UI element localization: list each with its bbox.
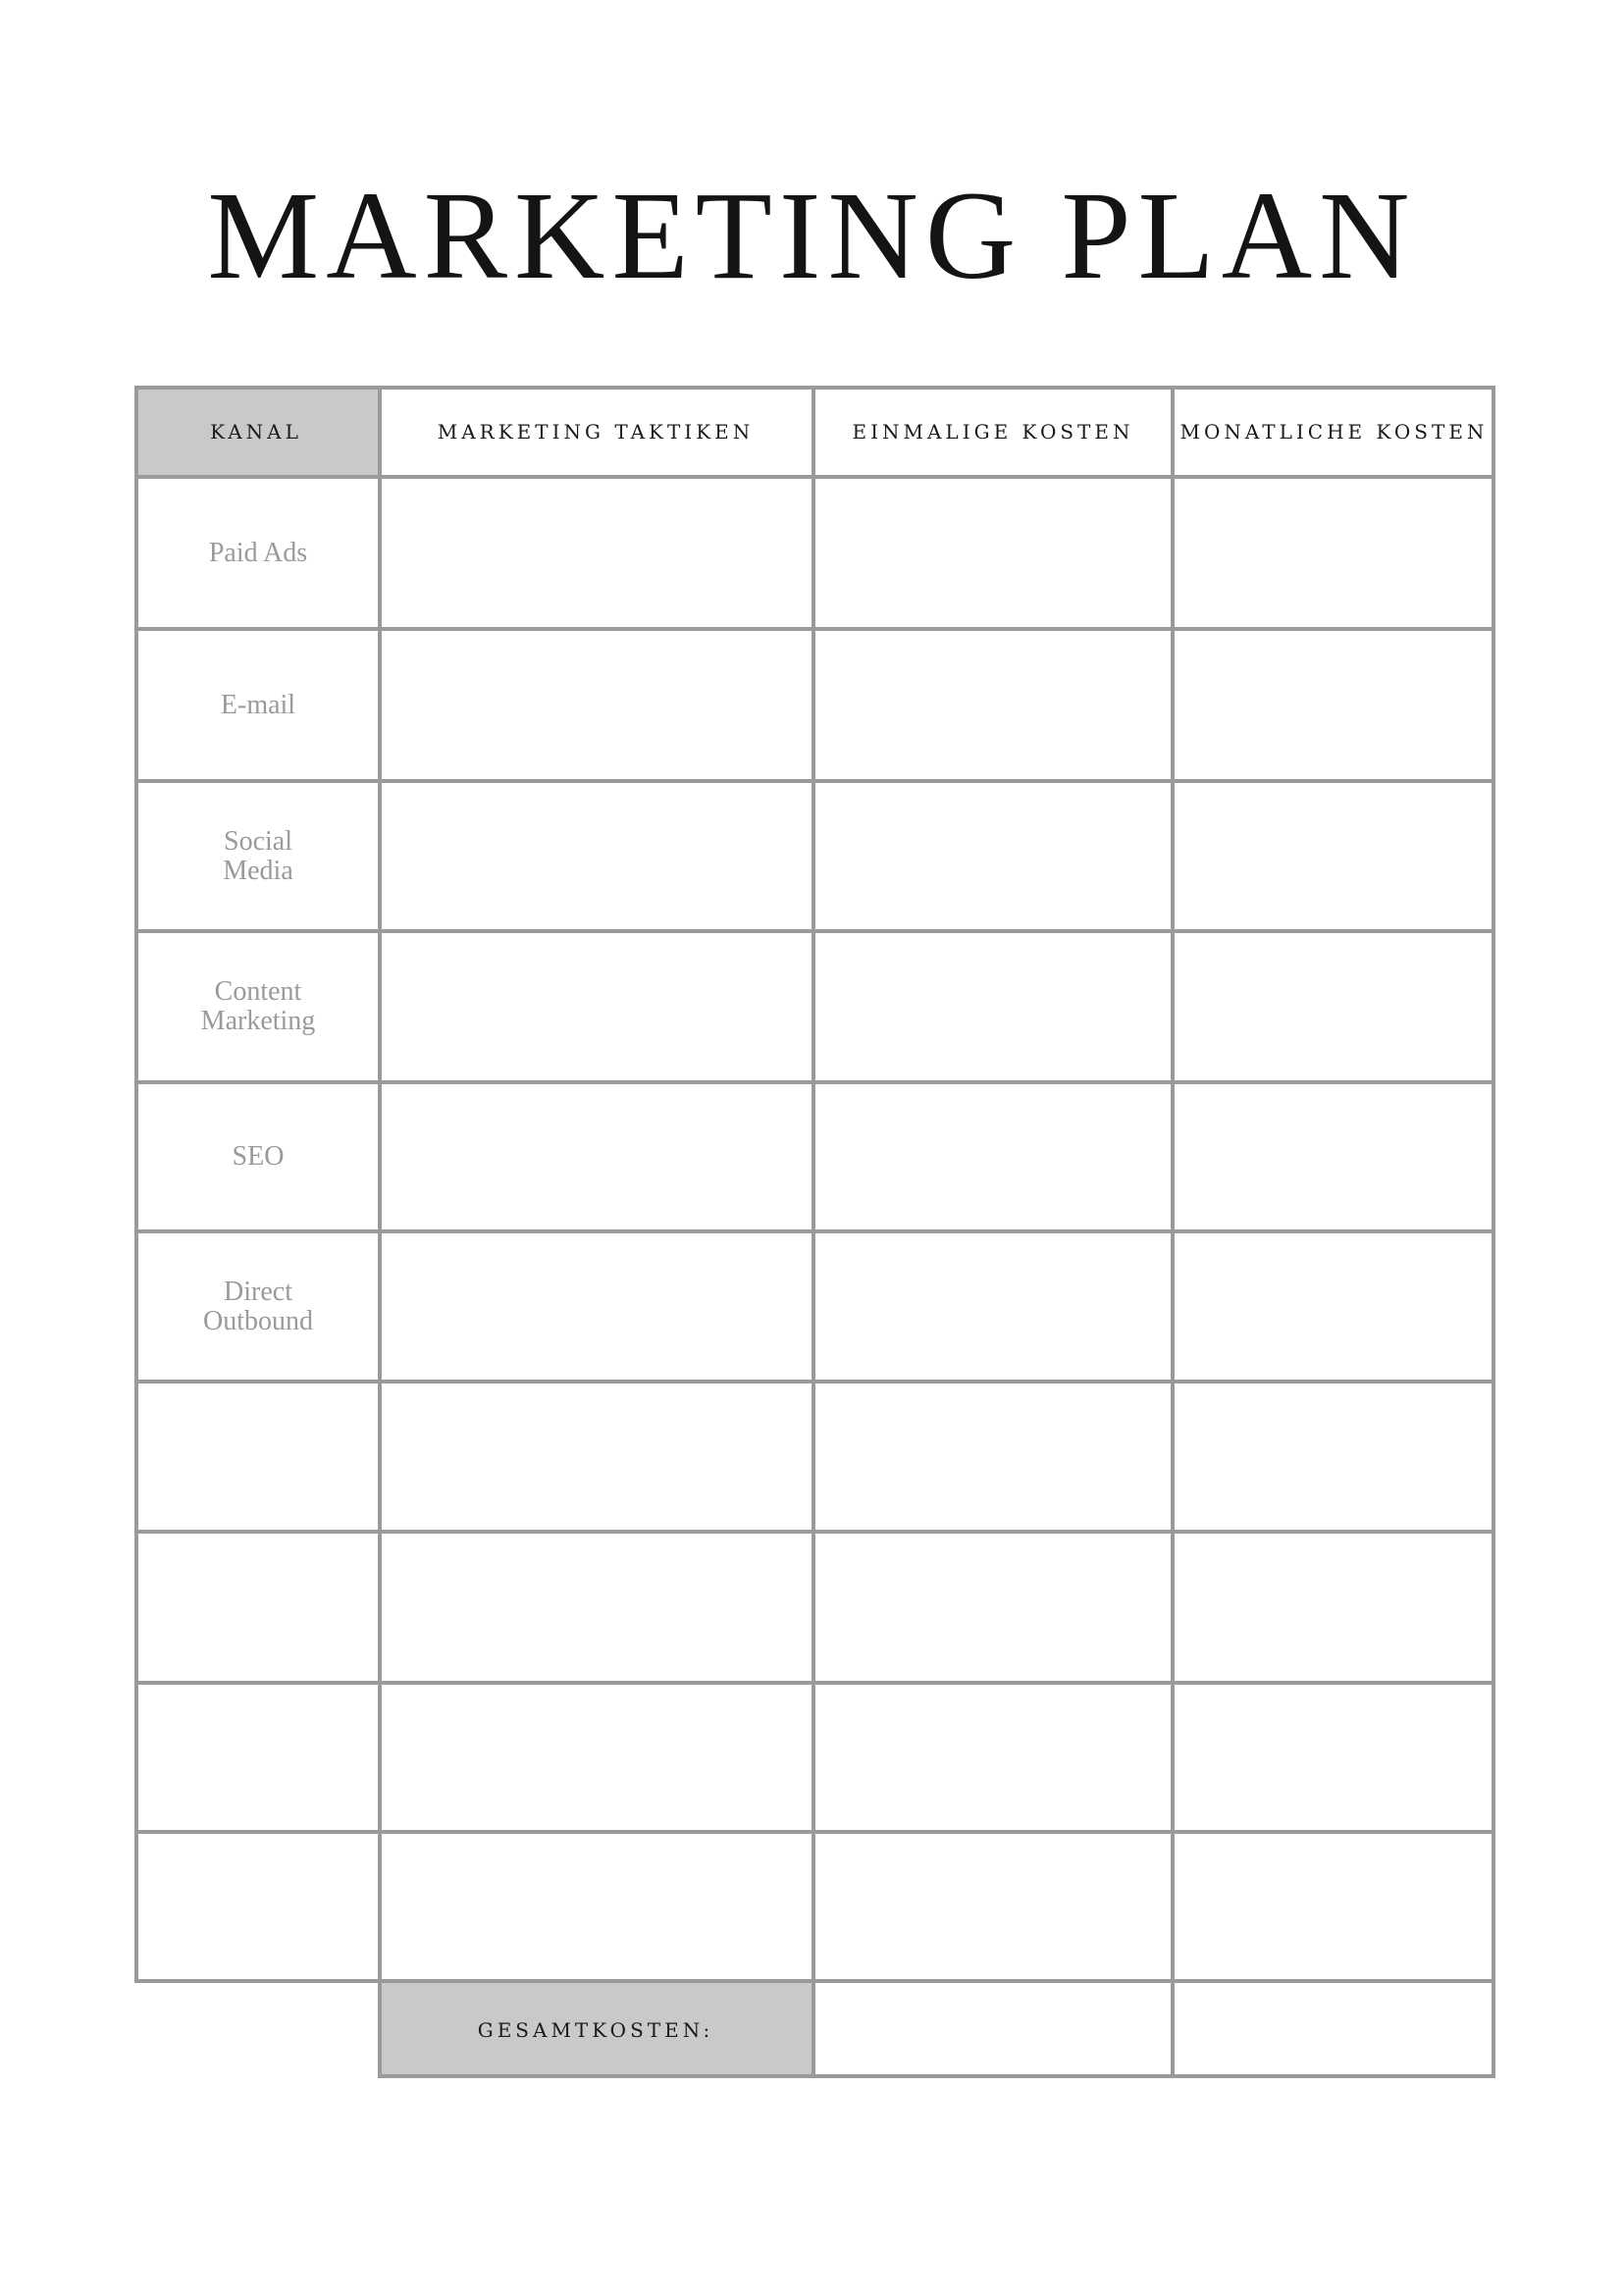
- table-row-channel: [134, 1532, 382, 1683]
- header-channel: KANAL: [210, 419, 302, 444]
- grid-line: [812, 386, 815, 2078]
- table-row-channel: [134, 1832, 382, 1981]
- table-row-channel: [134, 931, 382, 1082]
- table-row-channel: [134, 1382, 382, 1532]
- table-row-channel: [134, 629, 382, 781]
- header-monthly-costs-cell: [1173, 386, 1495, 477]
- header-channel-cell: [134, 386, 378, 477]
- channel-label: E-mail: [220, 689, 296, 720]
- header-one-time-costs-cell: [813, 386, 1173, 477]
- channel-label: SEO: [232, 1141, 285, 1172]
- grid-line: [378, 2074, 1495, 2078]
- header-tactics-cell: [378, 386, 813, 477]
- table-row-channel: [134, 1683, 382, 1832]
- channel-label: Direct Outbound: [203, 1276, 313, 1336]
- grid-line: [1492, 386, 1495, 2078]
- page-title: MARKETING PLAN: [207, 166, 1417, 305]
- table-row-channel: [134, 1231, 382, 1382]
- marketing-plan-table: [134, 386, 1495, 2078]
- table-row-channel: [134, 781, 382, 931]
- table-row-channel: [134, 1082, 382, 1231]
- grid-line: [378, 386, 382, 2078]
- total-one-time-costs-field[interactable]: [813, 1981, 1173, 2078]
- total-costs-cell: [378, 1981, 813, 2078]
- table-row-channel: [134, 477, 382, 629]
- grid-line: [1171, 386, 1175, 2078]
- channel-label: Content Marketing: [200, 976, 316, 1036]
- header-monthly-costs: MONATLICHE KOSTEN: [1179, 419, 1489, 444]
- header-tactics: MARKETING TAKTIKEN: [437, 419, 755, 444]
- total-costs-label: GESAMTKOSTEN:: [477, 2017, 714, 2042]
- header-one-time-costs: EINMALIGE KOSTEN: [852, 419, 1134, 444]
- total-monthly-costs-field[interactable]: [1173, 1981, 1495, 2078]
- channel-label: Social Media: [223, 825, 293, 886]
- channel-label: Paid Ads: [208, 537, 308, 568]
- grid-line: [134, 386, 138, 1983]
